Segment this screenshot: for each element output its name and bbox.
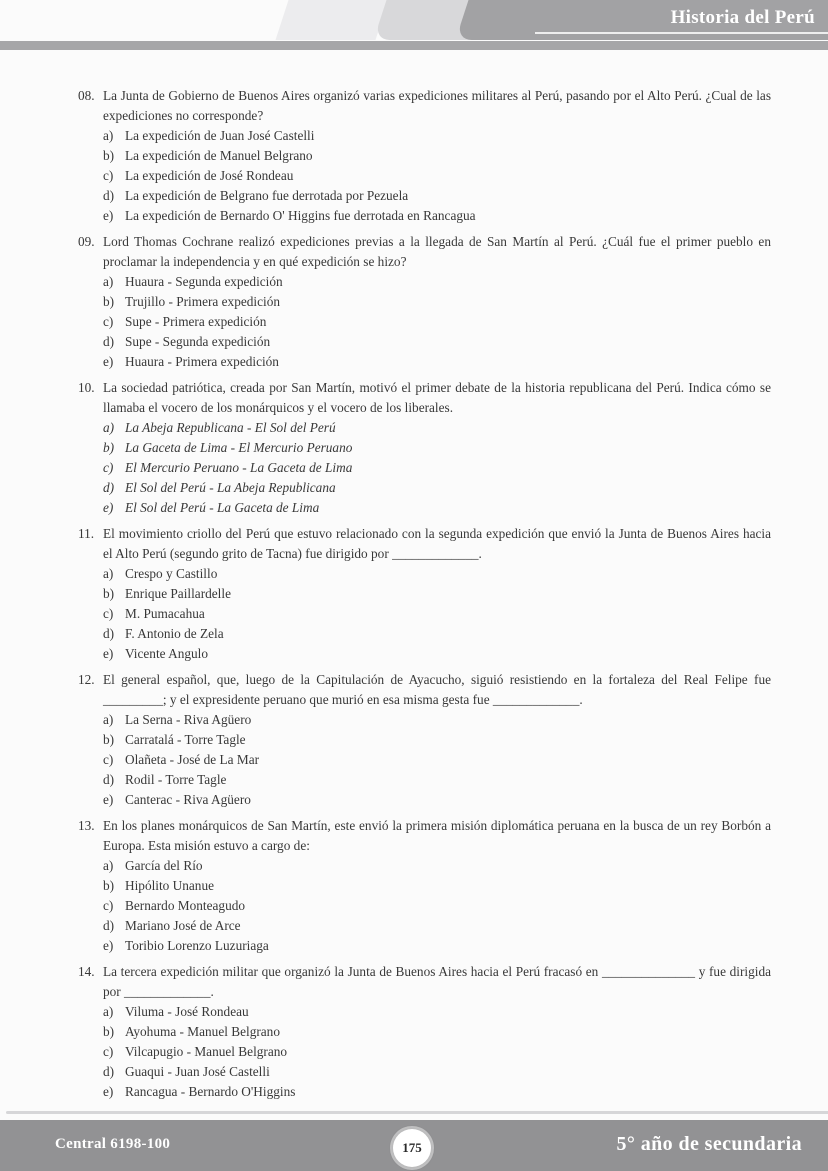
option-letter: e): [103, 1084, 114, 1099]
option-text: García del Río: [125, 858, 203, 873]
question-number: 10.: [78, 380, 95, 395]
option-row: [103, 166, 771, 186]
option-letter: c): [103, 606, 114, 621]
option-text: Ayohuma - Manuel Belgrano: [125, 1024, 280, 1039]
question-number: 13.: [78, 818, 95, 833]
option-row: [103, 1062, 771, 1082]
option-letter: b): [103, 878, 115, 893]
option-text: La Gaceta de Lima - El Mercurio Peruano: [125, 440, 353, 455]
option-row: [103, 604, 771, 624]
option-row: [103, 332, 771, 352]
option-letter: c): [103, 168, 114, 183]
option-letter: c): [103, 1044, 114, 1059]
footer-divider-line: [6, 1111, 828, 1114]
option-row: [103, 478, 771, 498]
option-letter: d): [103, 626, 115, 641]
option-letter: e): [103, 646, 114, 661]
question-block: [78, 816, 771, 956]
option-letter: d): [103, 918, 115, 933]
option-text: Supe - Primera expedición: [125, 314, 267, 329]
question-number: 11.: [78, 526, 95, 541]
header-strip: [0, 41, 828, 50]
option-list: [103, 710, 771, 810]
option-letter: e): [103, 938, 114, 953]
footer-grade: 5° año de secundaria: [616, 1133, 802, 1155]
option-letter: a): [103, 274, 114, 289]
option-text: Vicente Angulo: [125, 646, 209, 661]
option-row: [103, 790, 771, 810]
option-text: Mariano José de Arce: [125, 918, 241, 933]
option-list: [103, 564, 771, 664]
option-text: El Sol del Perú - La Abeja Republicana: [125, 480, 336, 495]
option-letter: a): [103, 1004, 114, 1019]
option-letter: d): [103, 1064, 115, 1079]
option-letter: d): [103, 188, 115, 203]
option-row: [103, 146, 771, 166]
option-row: [103, 856, 771, 876]
option-row: [103, 936, 771, 956]
question-block: [78, 670, 771, 810]
option-letter: e): [103, 354, 114, 369]
option-letter: a): [103, 420, 115, 435]
question-number: 09.: [78, 234, 95, 249]
option-row: [103, 1042, 771, 1062]
option-row: [103, 896, 771, 916]
option-row: [103, 876, 771, 896]
option-letter: a): [103, 128, 114, 143]
option-row: [103, 624, 771, 644]
option-row: [103, 770, 771, 790]
option-text: Canterac - Riva Agüero: [125, 792, 251, 807]
question-number: 14.: [78, 964, 95, 979]
option-letter: d): [103, 480, 115, 495]
question-stem: La sociedad patriótica, creada por San Martín, motivó el primer debate de la historia republicana del Perú. Indica cómo se llamaba el vocero de los monárquicos y el vocero de los liberales.: [103, 380, 771, 415]
option-row: [103, 564, 771, 584]
option-row: [103, 186, 771, 206]
option-text: La Serna - Riva Agüero: [125, 712, 252, 727]
option-letter: d): [103, 772, 115, 787]
question-block: [78, 378, 771, 518]
option-row: [103, 418, 771, 438]
option-text: La Abeja Republicana - El Sol del Perú: [125, 420, 336, 435]
option-text: Trujillo - Primera expedición: [125, 294, 280, 309]
option-letter: b): [103, 586, 115, 601]
option-letter: a): [103, 566, 114, 581]
footer-phone: Central 6198-100: [55, 1136, 171, 1152]
question-stem: Lord Thomas Cochrane realizó expediciones previas a la llegada de San Martín al Perú. ¿Cuál fue el primer pueblo en proclamar la independencia y en qué expedición se hizo?: [103, 234, 771, 269]
question-stem: La Junta de Gobierno de Buenos Aires organizó varias expediciones militares al Perú, pasando por el Alto Perú. ¿Cual de las expediciones no corresponde?: [103, 88, 771, 123]
option-letter: b): [103, 440, 115, 455]
question-stem: El movimiento criollo del Perú que estuvo relacionado con la segunda expedición que envió la Junta de Buenos Aires hacia el Alto Perú (segundo grito de Tacna) fue dirigido por _____________.: [103, 526, 771, 561]
option-text: El Sol del Perú - La Gaceta de Lima: [125, 500, 320, 515]
option-letter: b): [103, 294, 115, 309]
option-row: [103, 292, 771, 312]
question-block: [78, 232, 771, 372]
option-text: La expedición de Belgrano fue derrotada por Pezuela: [125, 188, 409, 203]
option-text: Hipólito Unanue: [125, 878, 215, 893]
option-list: [103, 126, 771, 226]
option-text: Olañeta - José de La Mar: [125, 752, 260, 767]
page-title: Historia del Perú: [670, 7, 815, 28]
option-text: Huaura - Segunda expedición: [125, 274, 283, 289]
option-row: [103, 1002, 771, 1022]
option-row: [103, 644, 771, 664]
option-row: [103, 730, 771, 750]
option-letter: e): [103, 208, 114, 223]
option-text: La expedición de Bernardo O' Higgins fue derrotada en Rancagua: [125, 208, 476, 223]
option-letter: b): [103, 732, 115, 747]
question-stem: En los planes monárquicos de San Martín, este envió la primera misión diplomática peruana en la busca de un rey Borbón a Europa. Esta misión estuvo a cargo de:: [103, 818, 771, 853]
option-text: El Mercurio Peruano - La Gaceta de Lima: [125, 460, 353, 475]
option-row: [103, 126, 771, 146]
option-text: Crespo y Castillo: [125, 566, 218, 581]
option-list: [103, 1002, 771, 1102]
option-letter: b): [103, 148, 115, 163]
question-number: 12.: [78, 672, 95, 687]
option-row: [103, 458, 771, 478]
option-row: [103, 916, 771, 936]
option-row: [103, 710, 771, 730]
option-text: Huaura - Primera expedición: [125, 354, 279, 369]
option-text: Vilcapugio - Manuel Belgrano: [125, 1044, 288, 1059]
option-letter: c): [103, 898, 114, 913]
header-underline: [535, 32, 828, 34]
option-list: [103, 272, 771, 372]
option-row: [103, 438, 771, 458]
option-row: [103, 272, 771, 292]
option-text: La expedición de Manuel Belgrano: [125, 148, 313, 163]
option-row: [103, 584, 771, 604]
option-letter: a): [103, 712, 114, 727]
question-list: [78, 86, 771, 1108]
option-text: Carratalá - Torre Tagle: [125, 732, 246, 747]
option-letter: c): [103, 314, 114, 329]
option-text: Viluma - José Rondeau: [125, 1004, 249, 1019]
option-letter: b): [103, 1024, 115, 1039]
option-letter: d): [103, 334, 115, 349]
option-text: La expedición de Juan José Castelli: [125, 128, 315, 143]
option-text: Rancagua - Bernardo O'Higgins: [125, 1084, 296, 1099]
option-row: [103, 750, 771, 770]
option-row: [103, 1082, 771, 1102]
option-text: Enrique Paillardelle: [125, 586, 231, 601]
header-diagonal-light: [276, 0, 389, 40]
option-text: Toribio Lorenzo Luzuriaga: [125, 938, 269, 953]
option-row: [103, 498, 771, 518]
option-text: Guaqui - Juan José Castelli: [125, 1064, 270, 1079]
option-list: [103, 856, 771, 956]
page-number: 175: [402, 1140, 422, 1155]
question-block: [78, 86, 771, 226]
question-block: [78, 962, 771, 1102]
question-stem: La tercera expedición militar que organizó la Junta de Buenos Aires hacia el Perú fracasó en ______________ y fue dirigida por _____________.: [103, 964, 771, 999]
question-number: 08.: [78, 88, 95, 103]
option-row: [103, 312, 771, 332]
option-list: [103, 418, 771, 518]
option-letter: a): [103, 858, 114, 873]
question-block: [78, 524, 771, 664]
option-row: [103, 352, 771, 372]
option-text: M. Pumacahua: [125, 606, 205, 621]
question-stem: El general español, que, luego de la Capitulación de Ayacucho, siguió resistiendo en la fortaleza del Real Felipe fue _________; y el expresidente peruano que murió en esa misma gesta fue _____________.: [103, 672, 771, 707]
option-text: La expedición de José Rondeau: [125, 168, 294, 183]
option-text: Bernardo Monteagudo: [125, 898, 246, 913]
option-letter: c): [103, 460, 114, 475]
option-text: Supe - Segunda expedición: [125, 334, 271, 349]
option-text: F. Antonio de Zela: [125, 626, 224, 641]
option-text: Rodil - Torre Tagle: [125, 772, 227, 787]
page-number-badge: [393, 1129, 431, 1167]
option-letter: e): [103, 500, 114, 515]
option-row: [103, 206, 771, 226]
option-letter: e): [103, 792, 114, 807]
option-row: [103, 1022, 771, 1042]
option-letter: c): [103, 752, 114, 767]
